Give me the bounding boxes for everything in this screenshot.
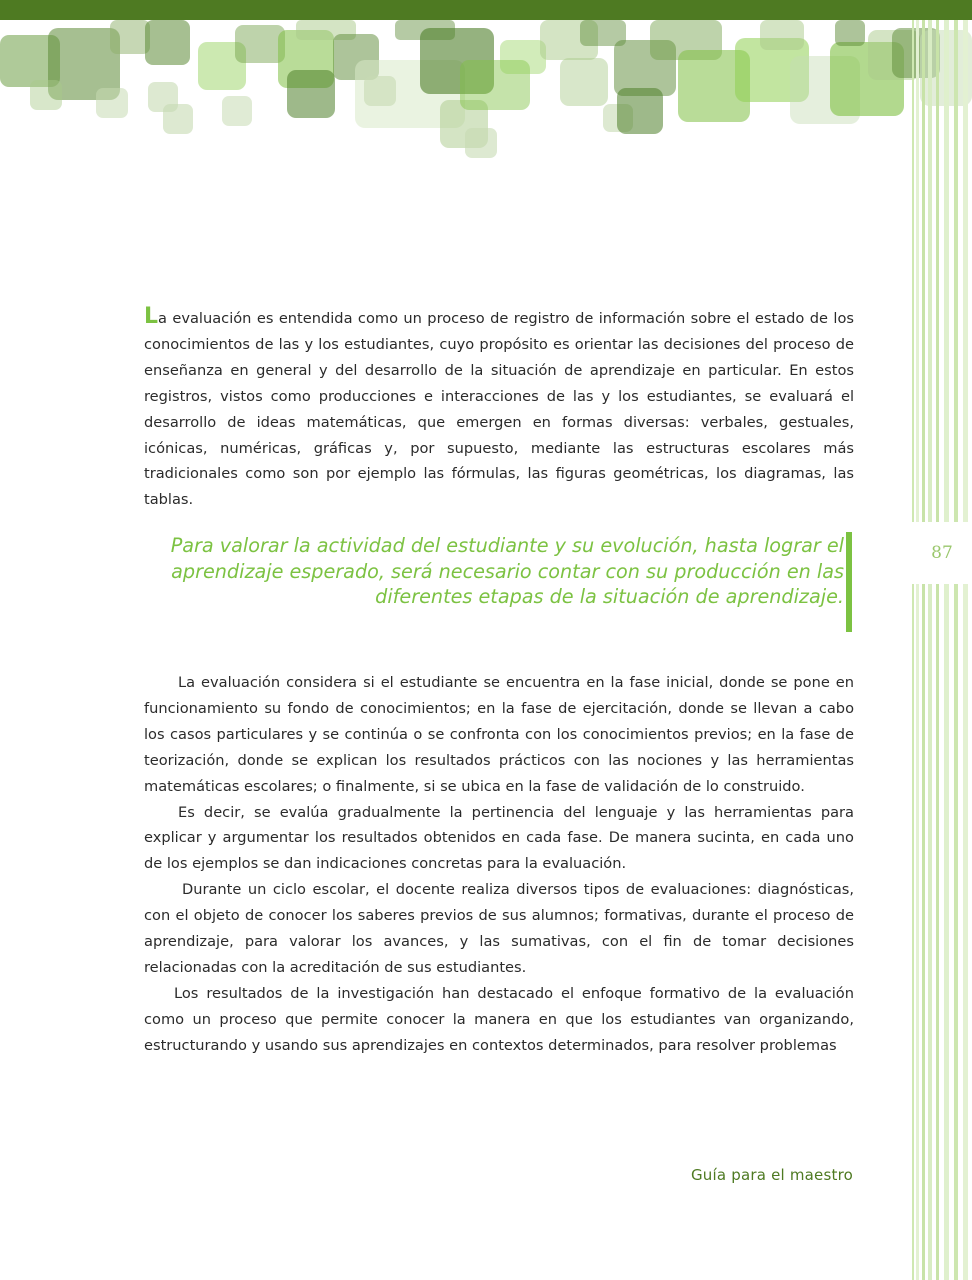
decorative-squares-banner (0, 20, 972, 165)
paragraph: Los resultados de la investigación han destacado el enfoque formativo de la evaluación como un proceso que permite conocer la manera en que los estudiantes van organizando, estructurando y usando sus aprendizajes en contextos determinados, para resolver problemas (144, 984, 854, 1054)
header-bar (0, 0, 972, 20)
paragraph: Durante un ciclo escolar, el docente realiza diversos tipos de evaluaciones: diagnósticas, con el objeto de conocer los saberes previos de sus alumnos; formativas, durante el proceso de aprendizaje, para valorar los avances, y las sumativas, con el fin de tomar decisiones relacionadas con la acreditación de sus estudiantes. (144, 881, 854, 976)
footer-title: Guía para el maestro (690, 1166, 853, 1184)
page-number: 87 (931, 543, 953, 563)
pull-quote-bar (846, 532, 852, 632)
pull-quote: Para valorar la actividad del estudiante y su evolución, hasta lograr el aprendizaje esperado, será necesario contar con su producción en las diferentes etapas de la situación de aprendizaje. (170, 534, 844, 608)
intro-paragraph-text: a evaluación es entendida como un proceso de registro de información sobre el estado de los conocimientos de las y los estudiantes, cuyo propósito es orientar las decisiones del proceso de enseñanza en general y del desarrollo de la situación de aprendizaje en particular. En estos registros, vistos como producciones e interacciones de las y los estudiantes, se evaluará el desarrollo de ideas matemáticas, que emergen en formas diversas: verbales, gestuales, icónicas, numéricas, gráficas y, por supuesto, mediante las estructuras escolares más tradicionales como son por ejemplo las fórmulas, las figuras geométricas, los diagramas, las tablas. (144, 310, 854, 509)
intro-paragraph (144, 306, 854, 513)
vertical-stripes (912, 20, 972, 1280)
paragraph: Es decir, se evalúa gradualmente la pertinencia del lenguaje y las herramientas para explicar y argumentar los resultados obtenidos en cada fase. De manera sucinta, en cada uno de los ejemplos se dan indicaciones concretas para la evaluación. (144, 803, 854, 873)
drop-cap: L (144, 304, 159, 329)
body-paragraphs (144, 670, 854, 1059)
paragraph: La evaluación considera si el estudiante se encuentra en la fase inicial, donde se pone en funcionamiento su fondo de conocimientos; en la fase de ejercitación, donde se llevan a cabo los casos particulares y se continúa o se confronta con los conocimientos previos; en la fase de teorización, donde se explican los resultados prácticos con las nociones y las herramientas matemáticas escolares; o finalmente, si se ubica en la fase de validación de lo construido. (144, 674, 854, 795)
page-number-box (912, 522, 972, 584)
